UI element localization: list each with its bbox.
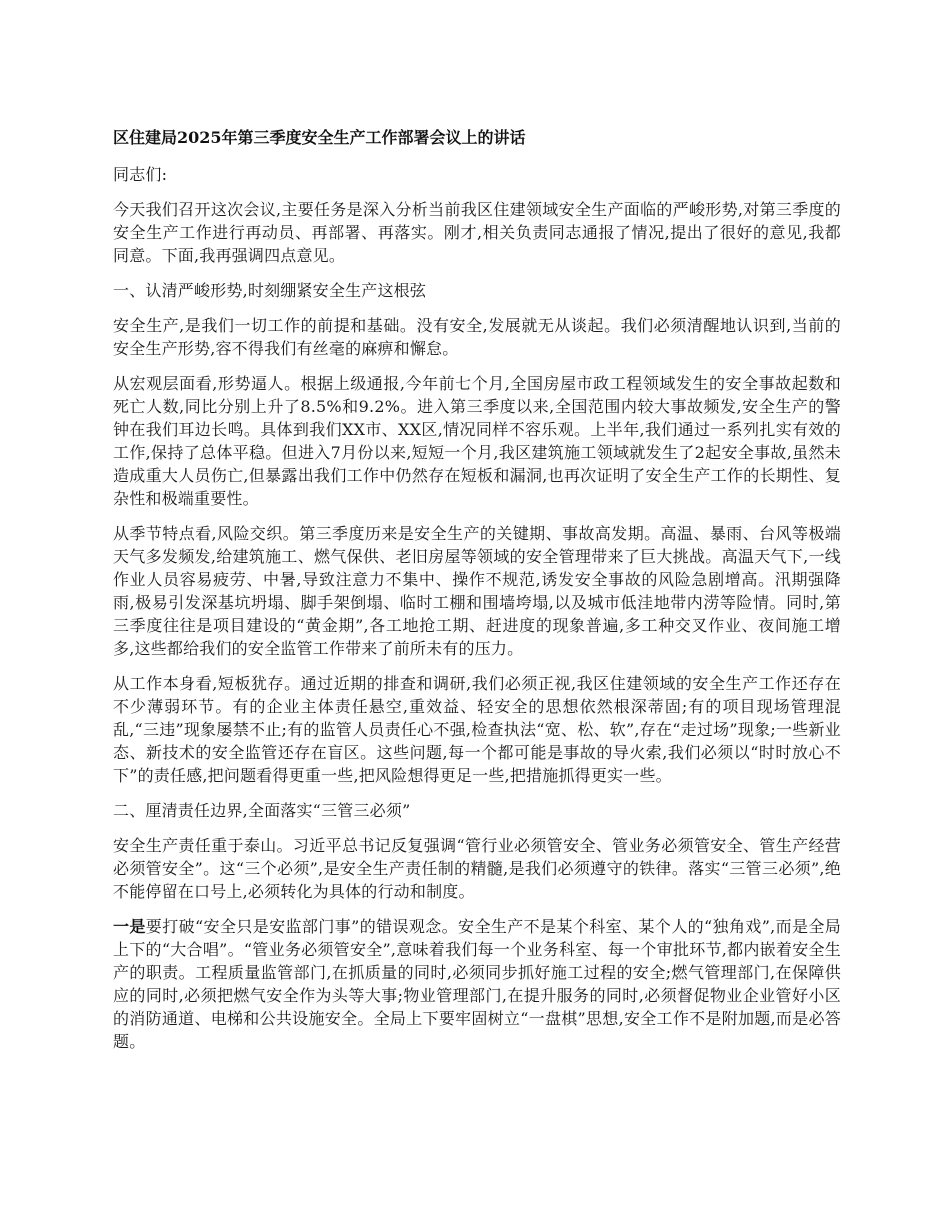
body-paragraph: 安全生产责任重于泰山。习近平总书记反复强调“管行业必须管安全、管业务必须管安全、管生产经营必须管安全”。这“三个必须”,是安全生产责任制的精髓,是我们必须遵守的铁律。落实“三管三必须”,绝不能停留在口号上,必须转化为具体的行动和制度。 xyxy=(113,836,841,901)
body-paragraph: 从宏观层面看,形势逼人。根据上级通报,今年前七个月,全国房屋市政工程领域发生的安全事故起数和死亡人数,同比分别上升了8.5%和9.2%。进入第三季度以来,全国范围内较大事故频发,安全生产的警钟在我们耳边长鸣。具体到我们XX市、XX区,情况同样不容乐观。上半年,我们通过一系列扎实有效的工作,保持了总体平稳。但进入7月份以来,短短一个月,我区建筑施工领域就发生了2起安全事故,虽然未造成重大人员伤亡,但暴露出我们工作中仍然存在短板和漏洞,也再次证明了安全生产工作的长期性、复杂性和极端重要性。 xyxy=(113,374,841,508)
point-lead: 一是 xyxy=(113,917,146,936)
section-heading-2: 二、厘清责任边界,全面落实“三管三必须” xyxy=(113,801,411,820)
point-text: 要打破“安全只是安监部门事”的错误观念。安全生产不是某个科室、某个人的“独角戏”,而是全局上下的“大合唱”。“管业务必须管安全”,意味着我们每一个业务科室、每一个审批环节,都内嵌着安全生产的职责。工程质量监管部门,在抓质量的同时,必须同步抓好施工过程的安全;燃气管理部门,在保障供应的同时,必须把燃气安全作为头等大事;物业管理部门,在提升服务的同时,必须督促物业企业管好小区的消防通道、电梯和公共设施安全。全局上下要牢固树立“一盘棋”思想,安全工作不是附加题,而是必答题。 xyxy=(113,917,841,1051)
intro-paragraph: 今天我们召开这次会议,主要任务是深入分析当前我区住建领域安全生产面临的严峻形势,对第三季度的安全生产工作进行再动员、再部署、再落实。刚才,相关负责同志通报了情况,提出了很好的意见,我都同意。下面,我再强调四点意见。 xyxy=(113,200,841,265)
document-title: 区住建局2025年第三季度安全生产工作部署会议上的讲话 xyxy=(113,128,526,147)
body-paragraph: 安全生产,是我们一切工作的前提和基础。没有安全,发展就无从谈起。我们必须清醒地认识到,当前的安全生产形势,容不得我们有丝毫的麻痹和懈怠。 xyxy=(113,316,841,358)
section-heading-1: 一、认清严峻形势,时刻绷紧安全生产这根弦 xyxy=(113,281,427,300)
point-paragraph xyxy=(113,915,841,1053)
body-paragraph: 从季节特点看,风险交织。第三季度历来是安全生产的关键期、事故高发期。高温、暴雨、台风等极端天气多发频发,给建筑施工、燃气保供、老旧房屋等领域的安全管理带来了巨大挑战。高温天气下,一线作业人员容易疲劳、中暑,导致注意力不集中、操作不规范,诱发安全事故的风险急剧增高。汛期强降雨,极易引发深基坑坍塌、脚手架倒塌、临时工棚和围墙垮塌,以及城市低洼地带内涝等险情。同时,第三季度往往是项目建设的“黄金期”,各工地抢工期、赶进度的现象普遍,多工种交叉作业、夜间施工增多,这些都给我们的安全监管工作带来了前所未有的压力。 xyxy=(113,524,841,658)
body-paragraph: 从工作本身看,短板犹存。通过近期的排查和调研,我们必须正视,我区住建领域的安全生产工作还存在不少薄弱环节。有的企业主体责任悬空,重效益、轻安全的思想依然根深蒂固;有的项目现场管理混乱,“三违”现象屡禁不止;有的监管人员责任心不强,检查执法“宽、松、软”,存在“走过场”现象;一些新业态、新技术的安全监管还存在盲区。这些问题,每一个都可能是事故的导火索,我们必须以“时时放心不下”的责任感,把问题看得更重一些,把风险想得更足一些,把措施抓得更实一些。 xyxy=(113,674,841,785)
salutation: 同志们: xyxy=(113,165,168,184)
document-page xyxy=(113,127,841,1065)
